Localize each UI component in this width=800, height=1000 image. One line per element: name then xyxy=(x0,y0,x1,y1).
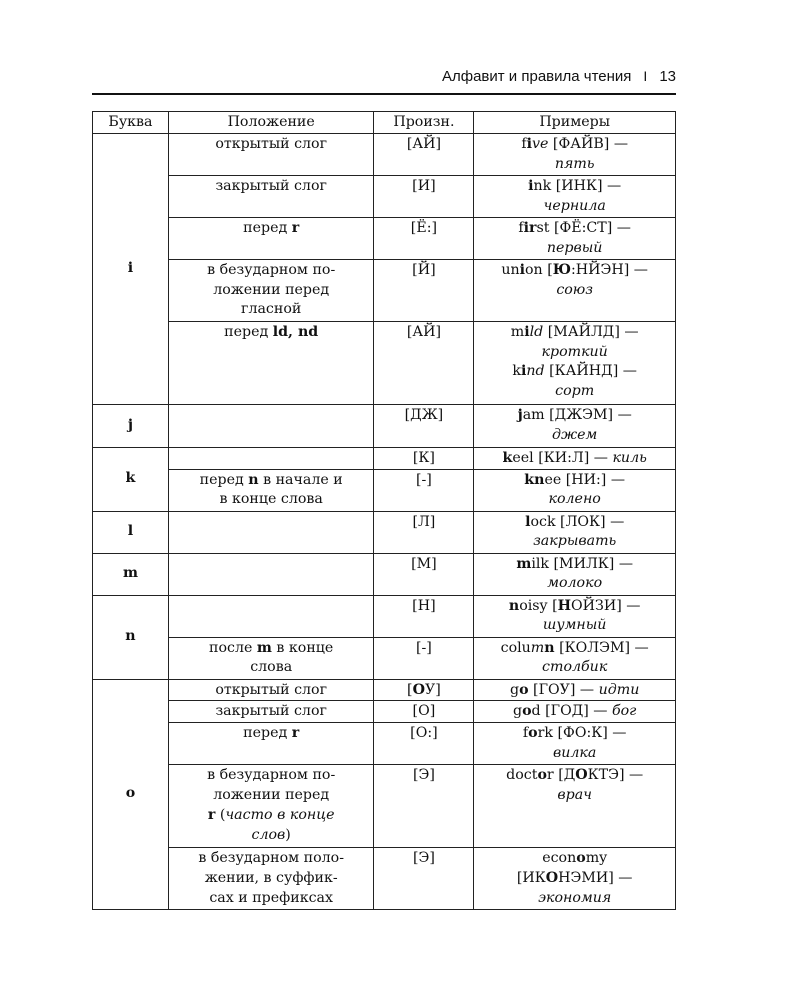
pronunciation-cell: [Й] xyxy=(374,259,474,321)
pronunciation-cell: [-] xyxy=(374,469,474,511)
position-cell: в безударном по- ложении перед гласной xyxy=(168,259,374,321)
letter-cell: o xyxy=(93,679,169,910)
example-cell: economy [ИКОНЭМИ] — экономия xyxy=(474,848,676,910)
pronunciation-cell: [-] xyxy=(374,637,474,679)
table-row xyxy=(93,765,676,848)
pronunciation-cell: [Э] xyxy=(374,765,474,848)
column-header-position: Положение xyxy=(168,112,374,134)
position-cell xyxy=(168,404,374,447)
letter-cell: j xyxy=(93,404,169,447)
position-cell xyxy=(168,553,374,595)
pronunciation-cell: [К] xyxy=(374,447,474,469)
example-cell: go [ГОУ] — идти xyxy=(474,679,676,701)
pronunciation-cell: [Э] xyxy=(374,848,474,910)
table-row xyxy=(93,701,676,723)
table-row xyxy=(93,321,676,404)
column-header-letter: Буква xyxy=(93,112,169,134)
letter-cell: n xyxy=(93,595,169,679)
table-row xyxy=(93,848,676,910)
pronunciation-cell: [ОУ] xyxy=(374,679,474,701)
table-row xyxy=(93,404,676,447)
position-cell xyxy=(168,595,374,637)
table-row xyxy=(93,723,676,765)
example-cell: five [ФАЙВ] — пять xyxy=(474,133,676,175)
position-cell: закрытый слог xyxy=(168,701,374,723)
example-cell: first [ФЁ:СТ] — первый xyxy=(474,217,676,259)
column-header-examples: Примеры xyxy=(474,112,676,134)
running-head-title: Алфавит и правила чтения xyxy=(441,67,632,85)
example-cell: mild [МАЙЛД] — кроткий kind [КАЙНД] — сорт xyxy=(474,321,676,404)
column-header-pronunciation: Произн. xyxy=(374,112,474,134)
table-row xyxy=(93,595,676,637)
position-cell xyxy=(168,447,374,469)
pronunciation-cell: [И] xyxy=(374,175,474,217)
example-cell: god [ГОД] — бог xyxy=(474,701,676,723)
pronunciation-cell: [Л] xyxy=(374,511,474,553)
table-row xyxy=(93,175,676,217)
example-cell: keel [КИ:Л] — киль xyxy=(474,447,676,469)
position-cell xyxy=(168,511,374,553)
position-cell: перед r xyxy=(168,217,374,259)
pronunciation-cell: [М] xyxy=(374,553,474,595)
pronunciation-cell: [АЙ] xyxy=(374,133,474,175)
table-row xyxy=(93,259,676,321)
table-row xyxy=(93,469,676,511)
position-cell: закрытый слог xyxy=(168,175,374,217)
position-cell: после m в конце слова xyxy=(168,637,374,679)
pronunciation-cell: [ДЖ] xyxy=(374,404,474,447)
letter-cell: i xyxy=(93,133,169,404)
example-cell: doctor [ДОКТЭ] — врач xyxy=(474,765,676,848)
running-head xyxy=(92,62,676,90)
position-cell: открытый слог xyxy=(168,679,374,701)
position-cell: открытый слог xyxy=(168,133,374,175)
pronunciation-cell: [Н] xyxy=(374,595,474,637)
pronunciation-cell: [АЙ] xyxy=(374,321,474,404)
position-cell: в безударном по- ложении перед r (часто в конце слов) xyxy=(168,765,374,848)
example-cell: fork [ФО:К] — вилка xyxy=(474,723,676,765)
table-row xyxy=(93,679,676,701)
letter-cell: m xyxy=(93,553,169,595)
position-cell: в безударном поло- жении, в суффик- сах и префиксах xyxy=(168,848,374,910)
letter-cell: k xyxy=(93,447,169,511)
table-row xyxy=(93,553,676,595)
letter-cell: l xyxy=(93,511,169,553)
example-cell: union [Ю:НЙЭН] — союз xyxy=(474,259,676,321)
pronunciation-cell: [Ё:] xyxy=(374,217,474,259)
example-cell: lock [ЛОК] — закрывать xyxy=(474,511,676,553)
position-cell: перед r xyxy=(168,723,374,765)
header-rule xyxy=(92,93,676,95)
pronunciation-cell: [О] xyxy=(374,701,474,723)
table-row xyxy=(93,217,676,259)
position-cell: перед n в начале и в конце слова xyxy=(168,469,374,511)
example-cell: knee [НИ:] — колено xyxy=(474,469,676,511)
position-cell: перед ld, nd xyxy=(168,321,374,404)
example-cell: column [КОЛЭМ] — столбик xyxy=(474,637,676,679)
pronunciation-cell: [О:] xyxy=(374,723,474,765)
table-row xyxy=(93,447,676,469)
table-row xyxy=(93,133,676,175)
example-cell: jam [ДЖЭМ] — джем xyxy=(474,404,676,447)
table-row xyxy=(93,511,676,553)
page-number: 13 xyxy=(659,67,676,85)
example-cell: noisy [НОЙЗИ] — шумный xyxy=(474,595,676,637)
example-cell: ink [ИНК] — чернила xyxy=(474,175,676,217)
reading-rules-table xyxy=(92,111,676,910)
table-row xyxy=(93,637,676,679)
table-header-row xyxy=(93,112,676,134)
running-head-separator: I xyxy=(643,68,648,84)
example-cell: milk [МИЛК] — молоко xyxy=(474,553,676,595)
